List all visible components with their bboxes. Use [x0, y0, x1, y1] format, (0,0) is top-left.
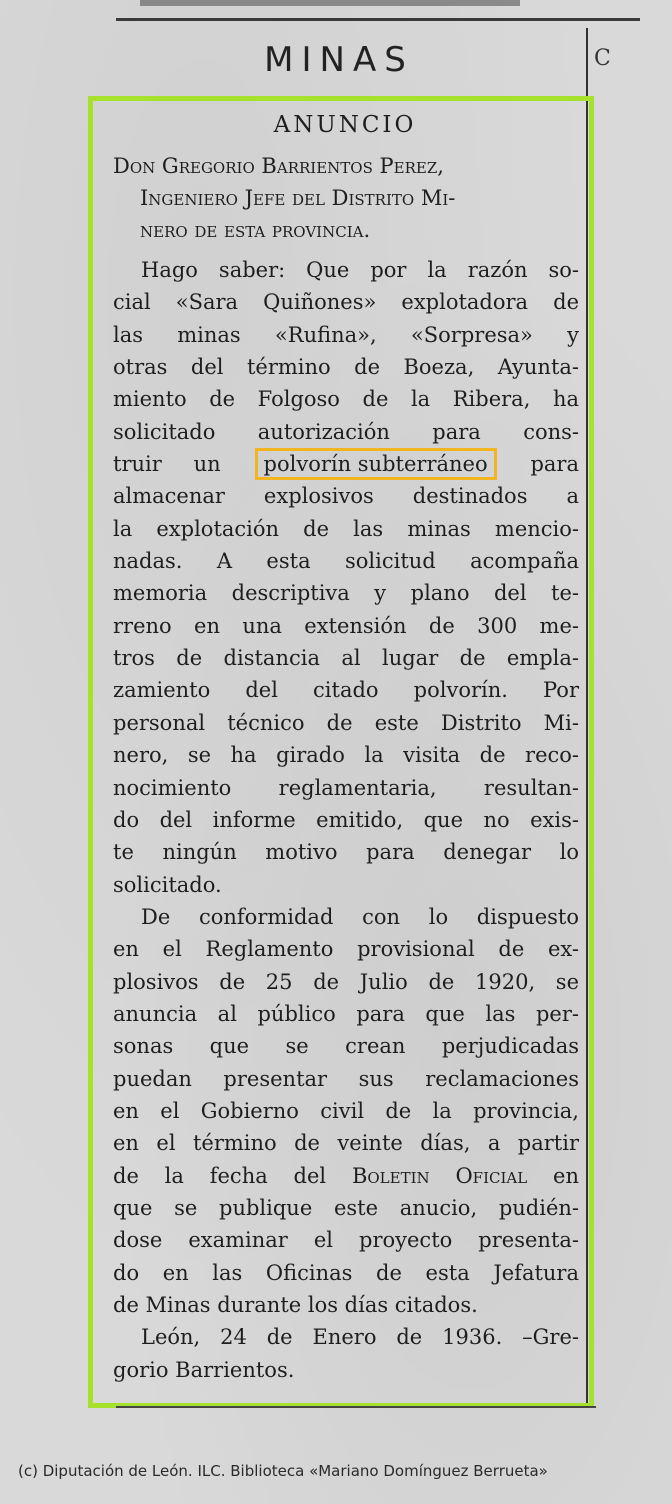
text-line: zamiento del citado polvorín. Por	[113, 678, 579, 703]
text-segment: para	[530, 452, 579, 477]
text-line: do del informe emitido, que no exis-	[113, 807, 579, 832]
text-line: gorio Barrientos.	[113, 1357, 295, 1382]
top-cropped-text	[140, 0, 520, 6]
text-line: Hago saber: Que por la razón so-	[141, 258, 579, 282]
text-line: las minas «Rufina», «Sorpresa» y	[113, 322, 579, 347]
text-line: personal técnico de este Distrito Mi-	[113, 710, 579, 735]
text-line: rreno en una extensión de 300 me-	[113, 613, 579, 638]
text-segment: truir un	[113, 452, 221, 477]
text-line: León, 24 de Enero de 1936. –Gre-	[141, 1325, 579, 1350]
text-line: almacenar explosivos destinados a	[113, 484, 579, 509]
text-segment: en	[553, 1163, 579, 1188]
publication-name: Boletin Oficial	[351, 1163, 528, 1188]
author-line: Ingeniero Jefe del Distrito Mi-	[140, 186, 456, 210]
top-rule	[116, 18, 640, 21]
text-line: dose examinar el proyecto presenta-	[113, 1228, 579, 1253]
text-line: en el término de veinte días, a partir	[113, 1131, 579, 1156]
text-line: en el Reglamento provisional de ex-	[113, 937, 579, 962]
text-line: solicitado autorización para cons-	[113, 419, 579, 444]
section-title: MINAS	[264, 40, 414, 80]
text-line: sonas que se crean perjudicadas	[113, 1034, 579, 1059]
text-segment: de la fecha del	[113, 1163, 327, 1188]
text-line: do en las Oficinas de esta Jefatura	[113, 1260, 579, 1285]
author-line: nero de esta provincia.	[140, 218, 371, 242]
text-line: De conformidad con lo dispuesto	[141, 904, 579, 929]
text-line: nero, se ha girado la visita de reco-	[113, 743, 579, 768]
text-line: otras del término de Boeza, Ayunta-	[113, 355, 579, 380]
text-line: solicitado.	[113, 872, 222, 897]
text-line: anuncia al público para que las per-	[113, 1001, 579, 1026]
text-line: miento de Folgoso de la Ribera, ha	[113, 387, 579, 412]
text-line: te ningún motivo para denegar lo	[113, 840, 579, 865]
copyright-credit: (c) Diputación de León. ILC. Biblioteca «Mariano Domínguez Berrueta»	[18, 1462, 548, 1480]
highlighted-phrase: polvorín subterráneo	[255, 448, 497, 480]
text-line: la explotación de las minas mencio-	[113, 516, 579, 541]
text-line: nadas. A esta solicitud acompaña	[113, 549, 579, 574]
text-line: puedan presentar sus reclamaciones	[113, 1066, 579, 1091]
notice-body	[113, 254, 579, 1386]
text-line: en el Gobierno civil de la provincia,	[113, 1098, 579, 1123]
bottom-rule	[116, 1406, 596, 1408]
notice-heading: ANUNCIO	[273, 112, 417, 138]
text-line: cial «Sara Quiñones» explotadora de	[113, 290, 579, 315]
notice-author	[113, 150, 583, 246]
text-line: de Minas durante los días citados.	[113, 1293, 478, 1317]
text-line: nocimiento reglamentaria, resultan-	[113, 775, 579, 800]
author-line: Don Gregorio Barrientos Perez,	[113, 154, 444, 178]
text-line: memoria descriptiva y plano del te-	[113, 581, 579, 606]
text-line: tros de distancia al lugar de empla-	[113, 646, 579, 671]
text-line	[113, 448, 579, 480]
adjacent-column-fragment: C	[594, 46, 611, 71]
text-line: que se publique este anucio, pudién-	[113, 1195, 579, 1220]
text-line	[113, 1160, 579, 1192]
text-line: plosivos de 25 de Julio de 1920, se	[113, 969, 579, 994]
